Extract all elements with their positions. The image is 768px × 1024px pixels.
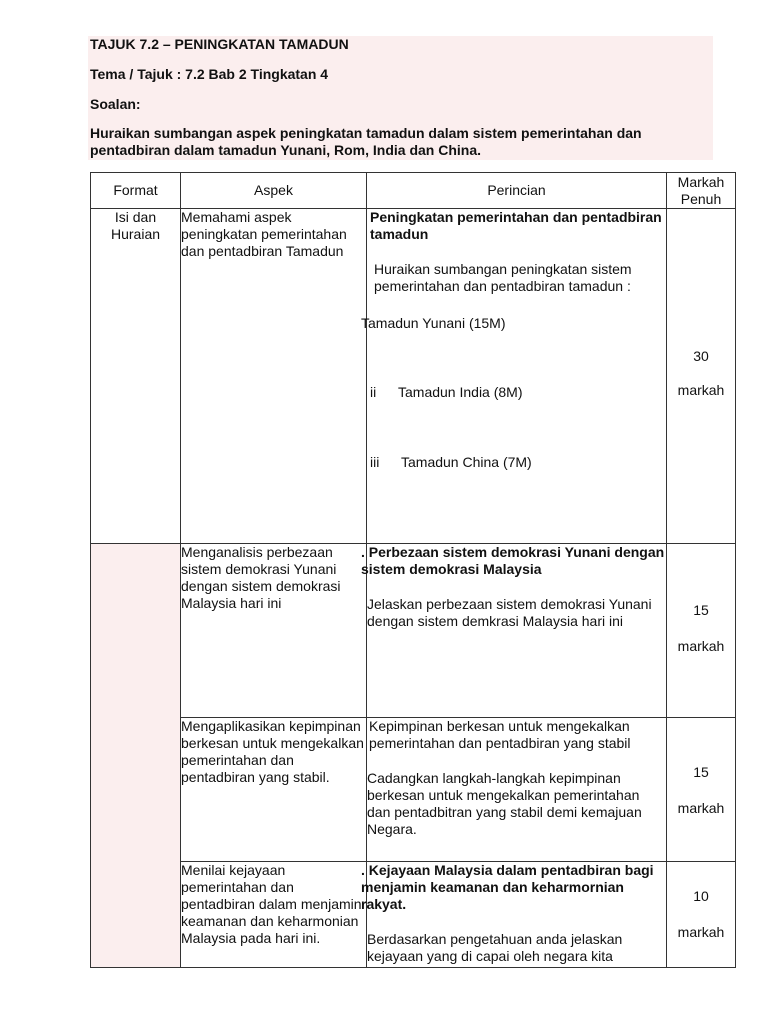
table-row — [91, 544, 736, 718]
perincian-heading: Kepimpinan berkesan untuk mengekalkan pemerintahan dan pentadbiran yang stabil — [369, 718, 631, 751]
perincian-heading: Peningkatan pemerintahan dan pentadbiran tamadun — [370, 209, 662, 242]
header-markah-line1: Markah — [677, 173, 725, 190]
rubric-table — [90, 172, 736, 968]
markah-value: 15 — [693, 602, 709, 618]
markah-cell — [667, 718, 736, 862]
aspek-cell: Menganalisis perbezaan sistem demokrasi Yunani dengan sistem demokrasi Malaysia hari ini — [181, 544, 367, 718]
list-item — [367, 384, 666, 401]
markah-cell — [667, 209, 736, 544]
header-aspek: Aspek — [181, 173, 367, 209]
perincian-cell — [361, 544, 667, 718]
markah-unit: markah — [677, 638, 725, 654]
perincian-text: Berdasarkan pengetahuan anda jelaskan kejayaan yang di capai oleh negara kita — [367, 931, 623, 964]
question-header — [88, 36, 713, 160]
perincian-cell — [367, 718, 667, 862]
header-format: Format — [91, 173, 181, 209]
question-text: Huraikan sumbangan aspek peningkatan tamadun dalam sistem pemerintahan dan pentadbiran dalam tamadun Yunani, Rom, India dan China. — [90, 125, 642, 158]
perincian-cell — [361, 209, 667, 544]
aspek-cell: Mengaplikasikan kepimpinan berkesan untuk mengekalkan pemerintahan dan pentadbiran yang stabil. — [181, 718, 367, 862]
format-label: Isi dan Huraian — [110, 209, 161, 242]
markah-value: 10 — [693, 888, 709, 904]
header-perincian: Perincian — [367, 173, 667, 209]
header-markah-line2: Penuh — [680, 190, 722, 207]
question-label: Soalan: — [90, 96, 141, 112]
table-header-row — [91, 173, 736, 209]
list-item-number: iii — [370, 454, 380, 470]
aspek-cell: Memahami aspek peningkatan pemerintahan dan pentadbiran Tamadun — [181, 209, 367, 544]
table-row — [91, 718, 736, 862]
markah-cell — [667, 862, 736, 968]
perincian-cell — [361, 862, 667, 968]
perincian-text: Huraikan sumbangan peningkatan sistem pemerintahan dan pentadbiran tamadun : — [374, 261, 632, 294]
markah-unit: markah — [677, 924, 725, 940]
table-row — [91, 209, 736, 544]
list-item-number: ii — [370, 384, 377, 400]
header-markah — [667, 173, 736, 209]
list-item-text: Tamadun India (8M) — [398, 384, 523, 400]
aspek-cell: Menilai kejayaan pemerintahan dan pentadbiran dalam menjamin keamanan dan keharmonian Malaysia pada hari ini. — [181, 862, 367, 968]
perincian-heading: . Perbezaan sistem demokrasi Yunani dengan sistem demokrasi Malaysia — [361, 544, 665, 577]
perincian-heading: . Kejayaan Malaysia dalam pentadbiran bagi menjamin keamanan dan keharmornian rakyat. — [361, 862, 654, 912]
markah-unit: markah — [677, 382, 725, 398]
list-item-text: Tamadun China (7M) — [401, 454, 532, 470]
perincian-text: Jelaskan perbezaan sistem demokrasi Yunani dengan sistem demkrasi Malaysia hari ini — [367, 596, 652, 629]
list-item: Tamadun Yunani (15M) — [361, 315, 506, 331]
markah-value: 15 — [693, 764, 709, 780]
markah-value: 30 — [693, 348, 709, 364]
theme-line: Tema / Tajuk : 7.2 Bab 2 Tingkatan 4 — [90, 66, 329, 82]
list-item — [367, 454, 666, 471]
table-row — [91, 862, 736, 968]
markah-unit: markah — [677, 800, 725, 816]
markah-cell — [667, 544, 736, 718]
perincian-text: Cadangkan langkah-langkah kepimpinan berkesan untuk mengekalkan pemerintahan dan pentadbitran yang stabil demi kemajuan Negara. — [367, 770, 642, 837]
format-cell — [91, 209, 181, 544]
topic-title: TAJUK 7.2 – PENINGKATAN TAMADUN — [90, 36, 349, 52]
format-cell-empty — [91, 544, 181, 968]
